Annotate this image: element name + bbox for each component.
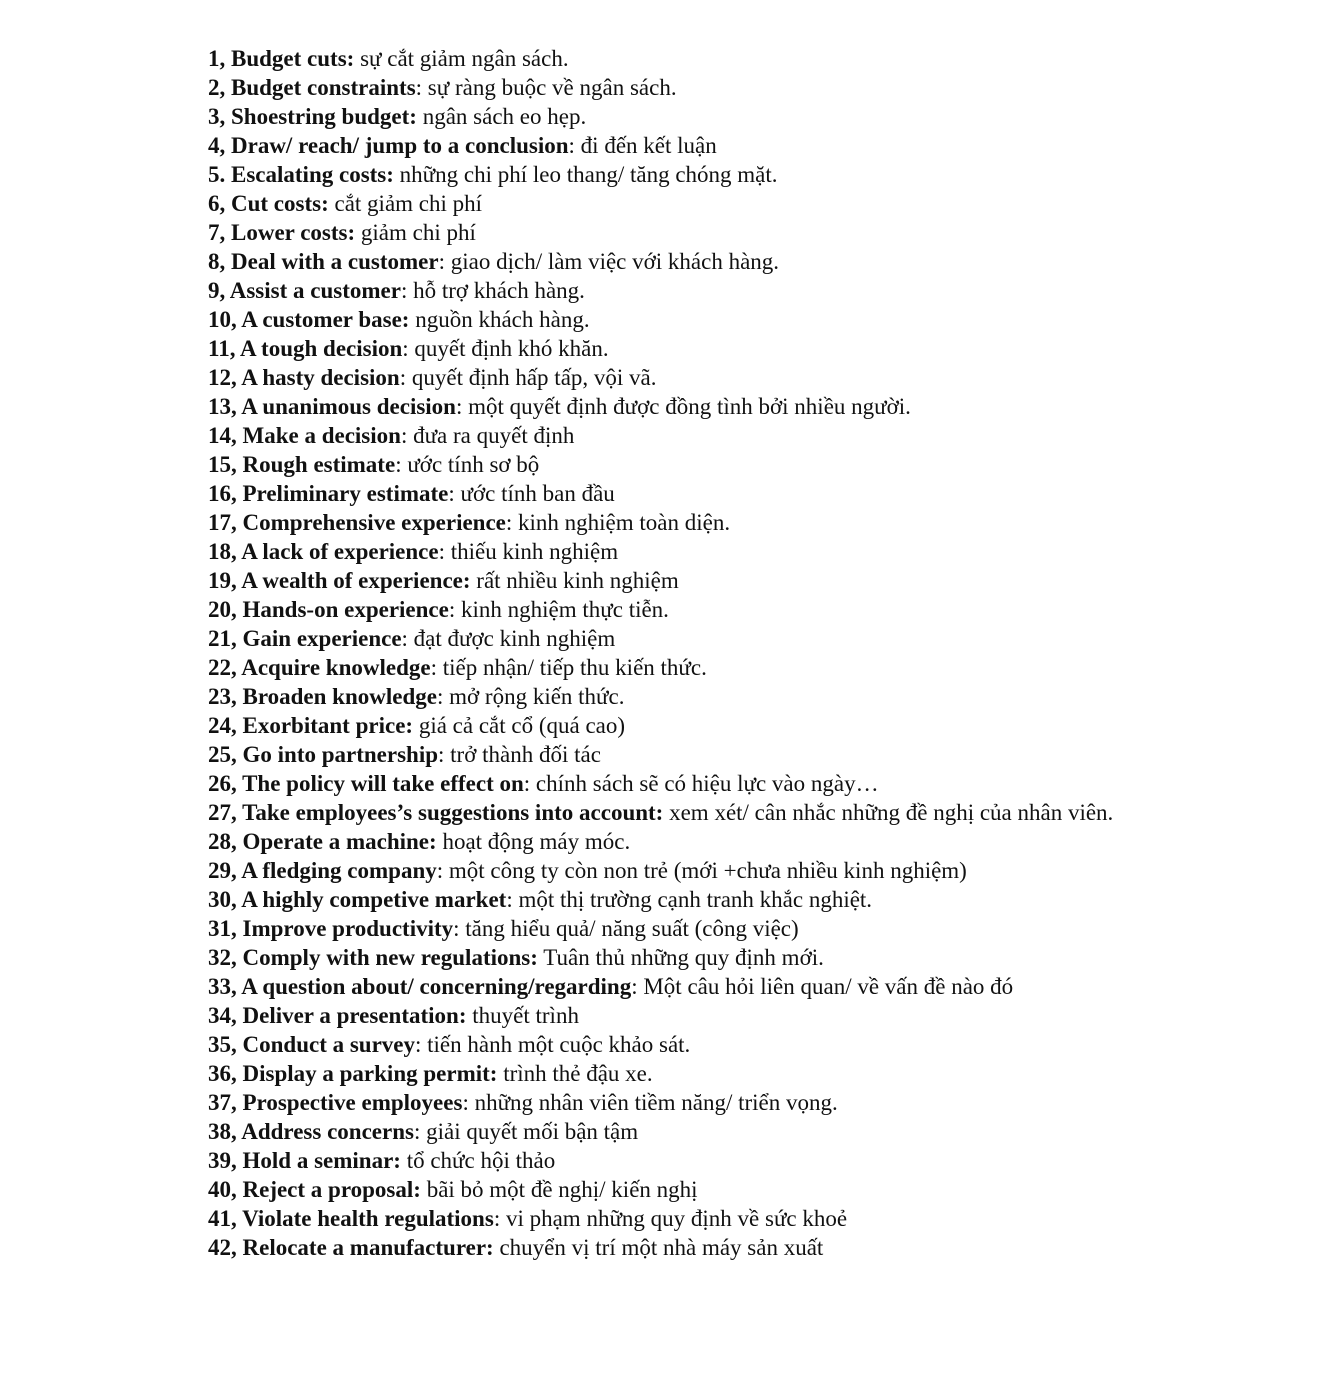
entry-term: 32, Comply with new regulations: [208, 945, 538, 970]
entry-definition: thuyết trình [466, 1003, 579, 1028]
vocabulary-entry [208, 189, 1168, 218]
vocabulary-entry [208, 508, 1168, 537]
vocabulary-entry [208, 595, 1168, 624]
entry-definition: : những nhân viên tiềm năng/ triển vọng. [462, 1090, 838, 1115]
vocabulary-entry [208, 711, 1168, 740]
entry-term: 26, The policy will take effect on [208, 771, 524, 796]
entry-term: 33, A question about/ concerning/regarding [208, 974, 632, 999]
entry-definition: : tiến hành một cuộc khảo sát. [415, 1032, 691, 1057]
entry-definition: hoạt động máy móc. [436, 829, 631, 854]
entry-term: 21, Gain experience [208, 626, 402, 651]
vocabulary-entry [208, 160, 1168, 189]
entry-definition: giảm chi phí [355, 220, 476, 245]
entry-term: 20, Hands-on experience [208, 597, 449, 622]
vocabulary-entry [208, 624, 1168, 653]
entry-definition: : hỗ trợ khách hàng. [400, 278, 585, 303]
entry-term: 7, Lower costs: [208, 220, 356, 245]
vocabulary-entry [208, 827, 1168, 856]
entry-term: 19, A wealth of experience: [208, 568, 471, 593]
entry-term: 25, Go into partnership [208, 742, 439, 767]
entry-definition: : quyết định khó khăn. [402, 336, 609, 361]
entry-term: 13, A unanimous decision [208, 394, 456, 419]
entry-term: 1, Budget cuts: [208, 46, 355, 71]
entry-term: 18, A lack of experience [208, 539, 439, 564]
entry-definition: : tiếp nhận/ tiếp thu kiến thức. [430, 655, 707, 680]
entry-definition: : đi đến kết luận [568, 133, 717, 158]
vocabulary-entry [208, 1088, 1168, 1117]
entry-term: 27, Take employees’s suggestions into account: [208, 800, 664, 825]
vocabulary-entry [208, 1001, 1168, 1030]
entry-term: 39, Hold a seminar: [208, 1148, 401, 1173]
vocabulary-entry [208, 479, 1168, 508]
entry-term: 36, Display a parking permit: [208, 1061, 498, 1086]
entry-definition: chuyển vị trí một nhà máy sản xuất [493, 1235, 824, 1260]
entry-term: 5. Escalating costs: [208, 162, 394, 187]
entry-definition: : giao dịch/ làm việc với khách hàng. [438, 249, 780, 274]
entry-term: 22, Acquire knowledge [208, 655, 431, 680]
vocabulary-entry [208, 856, 1168, 885]
entry-definition: : kinh nghiệm thực tiễn. [448, 597, 669, 622]
entry-term: 41, Violate health regulations [208, 1206, 494, 1231]
entry-term: 9, Assist a customer [208, 278, 401, 303]
vocabulary-entry [208, 885, 1168, 914]
entry-definition: : trở thành đối tác [438, 742, 601, 767]
vocabulary-entry [208, 1030, 1168, 1059]
entry-definition: xem xét/ cân nhắc những đề nghị của nhân viên. [663, 800, 1114, 825]
entry-term: 2, Budget constraints [208, 75, 416, 100]
entry-definition: bãi bỏ một đề nghị/ kiến nghị [420, 1177, 698, 1202]
vocabulary-entry [208, 247, 1168, 276]
entry-definition: : giải quyết mối bận tậm [413, 1119, 639, 1144]
entry-definition: : một thị trường cạnh tranh khắc nghiệt. [506, 887, 873, 912]
vocabulary-entry [208, 653, 1168, 682]
entry-term: 4, Draw/ reach/ jump to a conclusion [208, 133, 569, 158]
entry-definition: : quyết định hấp tấp, vội vã. [399, 365, 657, 390]
vocabulary-entry [208, 392, 1168, 421]
vocabulary-entry [208, 44, 1168, 73]
entry-definition: : tăng hiểu quả/ năng suất (công việc) [453, 916, 799, 941]
entry-term: 37, Prospective employees [208, 1090, 463, 1115]
vocabulary-entry [208, 740, 1168, 769]
vocabulary-entry [208, 914, 1168, 943]
entry-definition: : một công ty còn non trẻ (mới +chưa nhiều kinh nghiệm) [436, 858, 967, 883]
vocabulary-entry [208, 798, 1168, 827]
entry-term: 31, Improve productivity [208, 916, 454, 941]
entry-definition: : mở rộng kiến thức. [436, 684, 625, 709]
vocabulary-entry [208, 363, 1168, 392]
entry-term: 3, Shoestring budget: [208, 104, 417, 129]
entry-definition: trình thẻ đậu xe. [497, 1061, 653, 1086]
entry-term: 10, A customer base: [208, 307, 410, 332]
entry-definition: giá cả cắt cổ (quá cao) [413, 713, 626, 738]
entry-term: 29, A fledging company [208, 858, 437, 883]
entry-definition: : ước tính ban đầu [448, 481, 615, 506]
vocabulary-entry [208, 566, 1168, 595]
entry-definition: : đạt được kinh nghiệm [401, 626, 616, 651]
vocabulary-entry [208, 682, 1168, 711]
vocabulary-entry [208, 131, 1168, 160]
entry-term: 35, Conduct a survey [208, 1032, 416, 1057]
entry-term: 6, Cut costs: [208, 191, 329, 216]
vocabulary-entry [208, 1233, 1168, 1262]
vocabulary-entry [208, 421, 1168, 450]
entry-definition: Tuân thủ những quy định mới. [537, 945, 824, 970]
entry-term: 14, Make a decision [208, 423, 401, 448]
entry-definition: : chính sách sẽ có hiệu lực vào ngày… [523, 771, 879, 796]
vocabulary-entry [208, 972, 1168, 1001]
entry-definition: rất nhiều kinh nghiệm [470, 568, 679, 593]
entry-term: 42, Relocate a manufacturer: [208, 1235, 494, 1260]
vocabulary-entry [208, 537, 1168, 566]
entry-definition: cắt giảm chi phí [328, 191, 483, 216]
vocabulary-entry [208, 1117, 1168, 1146]
entry-term: 40, Reject a proposal: [208, 1177, 421, 1202]
entry-term: 8, Deal with a customer [208, 249, 439, 274]
entry-term: 24, Exorbitant price: [208, 713, 414, 738]
entry-definition: : vi phạm những quy định về sức khoẻ [493, 1206, 848, 1231]
entry-term: 34, Deliver a presentation: [208, 1003, 467, 1028]
vocabulary-entry [208, 334, 1168, 363]
entry-definition: những chi phí leo thang/ tăng chóng mặt. [393, 162, 778, 187]
entry-term: 15, Rough estimate [208, 452, 396, 477]
entry-definition: : ước tính sơ bộ [395, 452, 540, 477]
vocabulary-entry [208, 1204, 1168, 1233]
vocabulary-entry [208, 450, 1168, 479]
entry-term: 38, Address concerns [208, 1119, 414, 1144]
entry-term: 12, A hasty decision [208, 365, 400, 390]
vocabulary-entry [208, 943, 1168, 972]
vocabulary-entry [208, 1146, 1168, 1175]
vocabulary-entry [208, 73, 1168, 102]
entry-definition: sự cắt giảm ngân sách. [354, 46, 569, 71]
vocabulary-entry [208, 276, 1168, 305]
vocabulary-entry [208, 305, 1168, 334]
entry-definition: : Một câu hỏi liên quan/ về vấn đề nào đó [631, 974, 1014, 999]
vocabulary-entry [208, 1175, 1168, 1204]
entry-definition: : một quyết định được đồng tình bởi nhiều người. [455, 394, 911, 419]
vocabulary-entry [208, 102, 1168, 131]
entry-definition: : sự ràng buộc về ngân sách. [415, 75, 677, 100]
entry-definition: : đưa ra quyết định [400, 423, 575, 448]
entry-term: 17, Comprehensive experience [208, 510, 506, 535]
vocabulary-entry [208, 1059, 1168, 1088]
entry-definition: nguồn khách hàng. [409, 307, 590, 332]
entry-definition: tổ chức hội thảo [400, 1148, 556, 1173]
entry-definition: : kinh nghiệm toàn diện. [505, 510, 731, 535]
vocabulary-entry [208, 769, 1168, 798]
entry-term: 30, A highly competive market [208, 887, 507, 912]
entry-definition: : thiếu kinh nghiệm [438, 539, 619, 564]
vocabulary-entry [208, 218, 1168, 247]
entry-term: 11, A tough decision [208, 336, 403, 361]
entry-term: 16, Preliminary estimate [208, 481, 449, 506]
vocabulary-list [208, 44, 1168, 1262]
entry-term: 23, Broaden knowledge [208, 684, 437, 709]
entry-definition: ngân sách eo hẹp. [416, 104, 587, 129]
entry-term: 28, Operate a machine: [208, 829, 437, 854]
